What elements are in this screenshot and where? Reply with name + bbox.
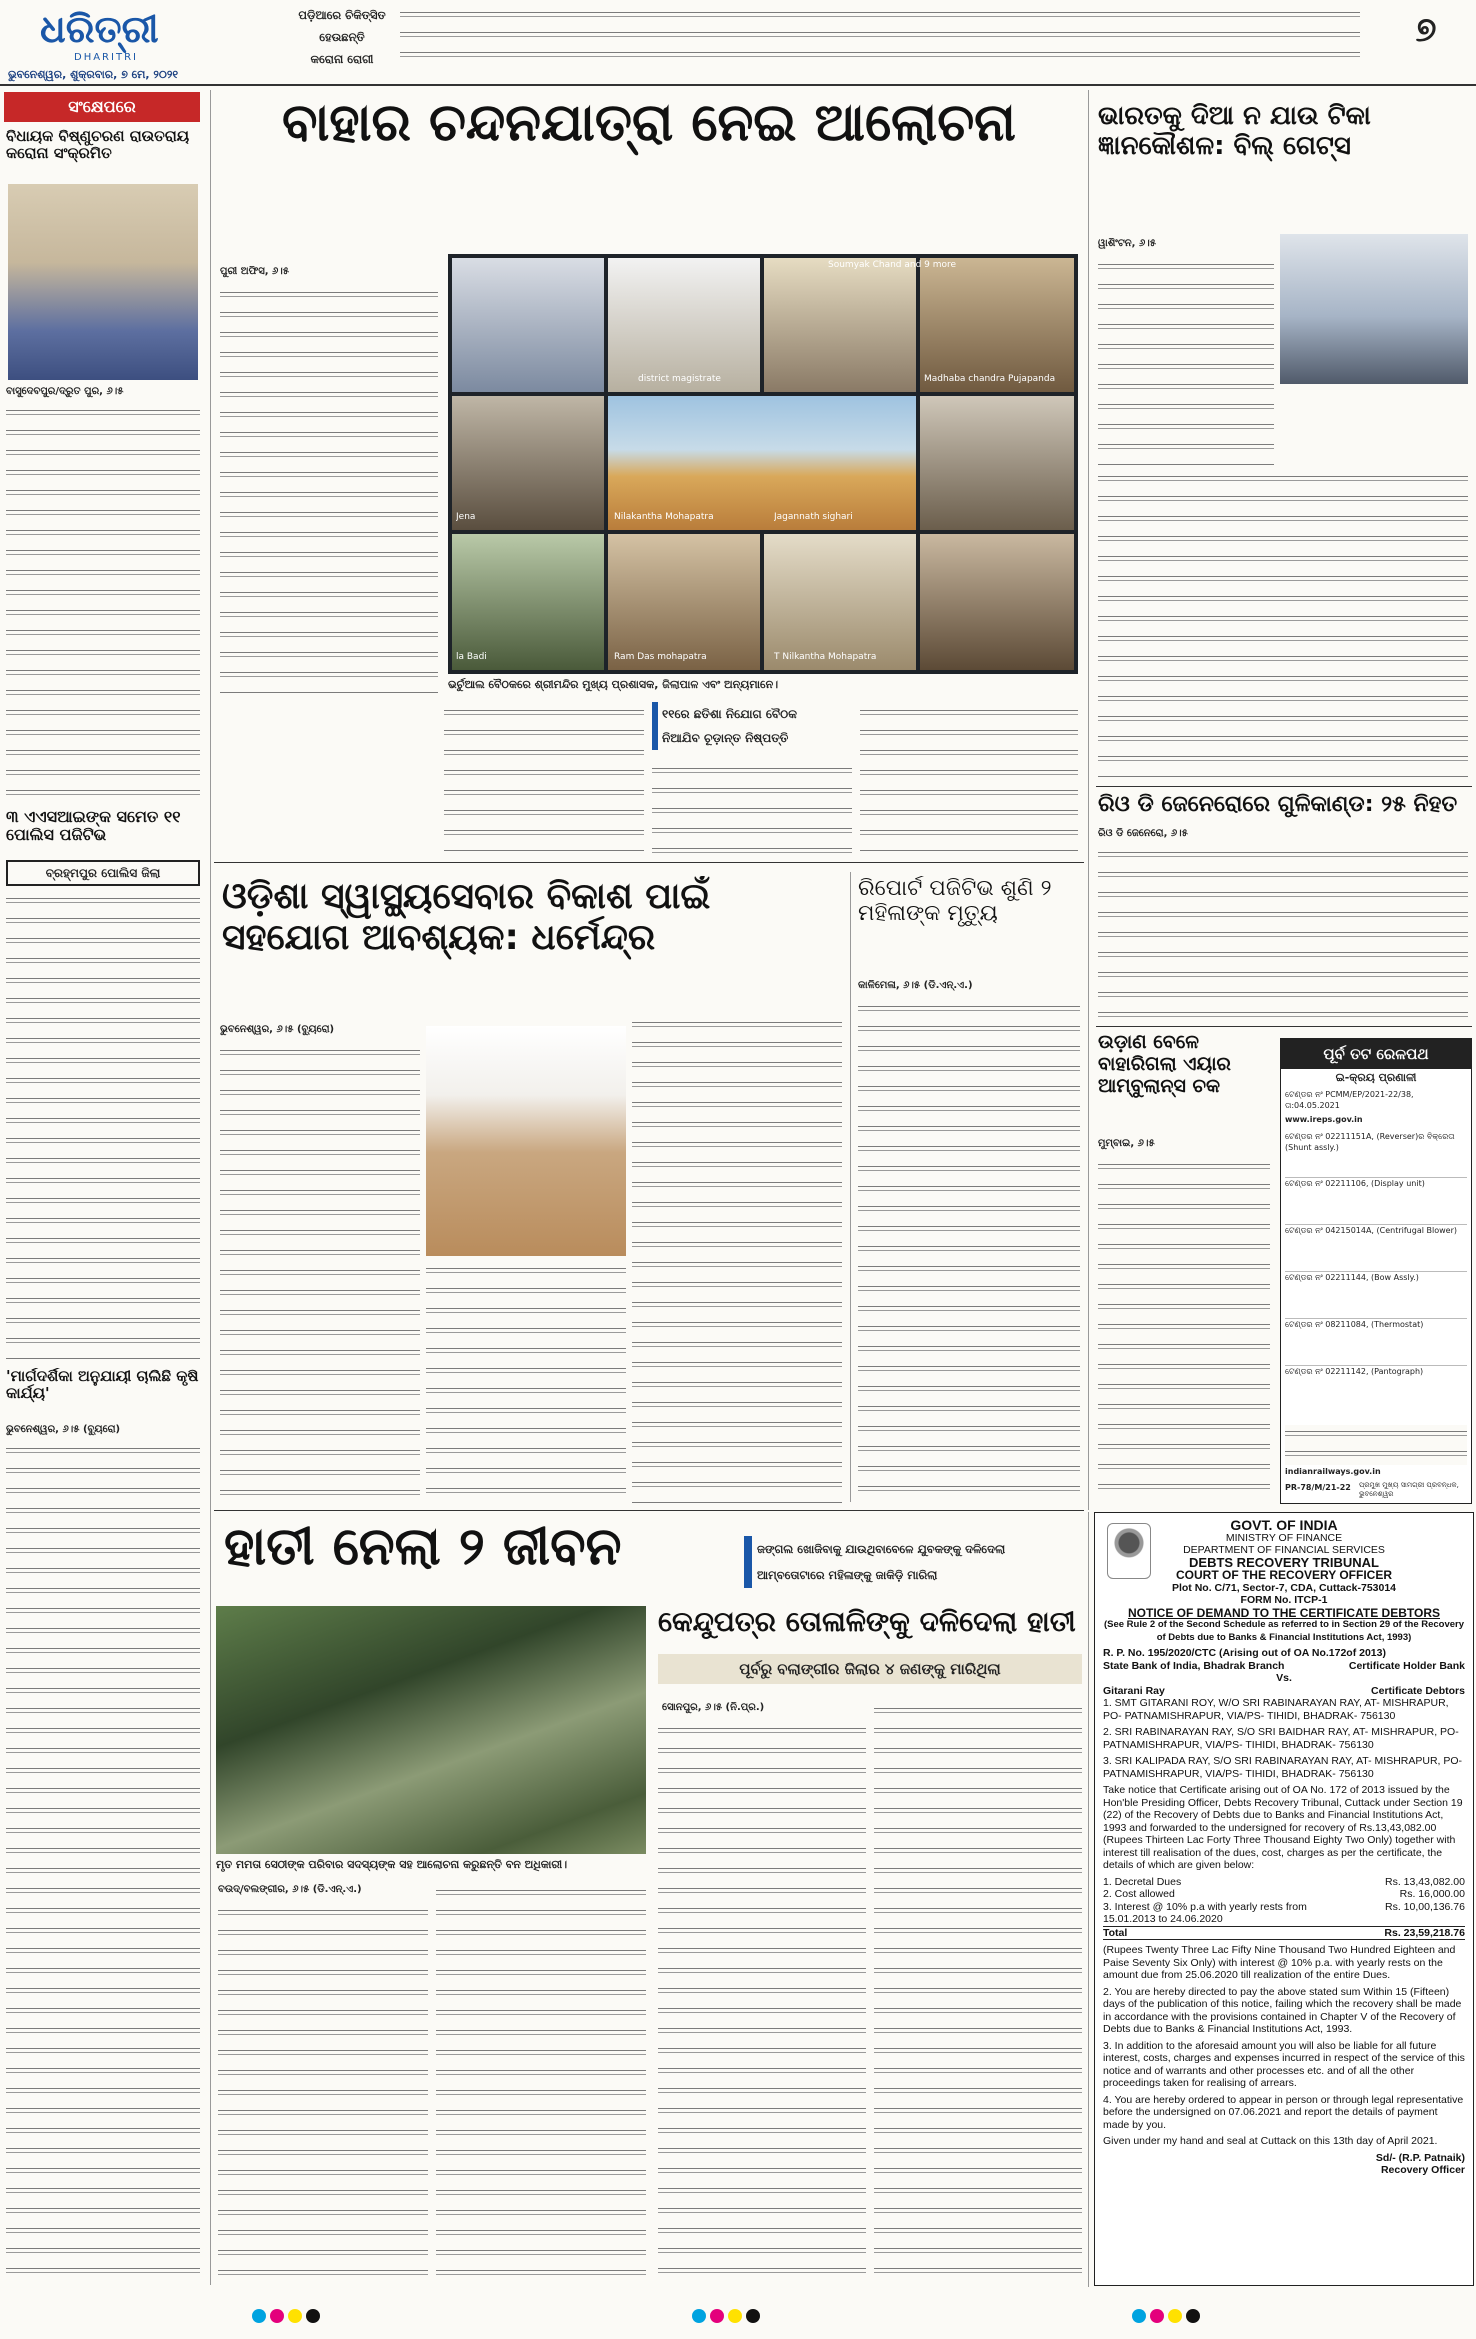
dharmendra-body-1: [220, 1044, 420, 1504]
top-teaser-box: [292, 4, 392, 74]
register-mark-left: [250, 2308, 340, 2324]
dues-row: [1103, 1888, 1465, 1901]
notice-title: NOTICE OF DEMAND TO THE CERTIFICATE DEBTORS: [1127, 1605, 1440, 1620]
dharmendra-dateline: ଭୁବନେଶ୍ୱର, ୬।୫ (ବ୍ୟୁରୋ): [220, 1024, 335, 1035]
dues-amount: Rs. 13,43,082.00: [1385, 1875, 1465, 1888]
lead-headline: ବାହାର ଚନ୍ଦନଯାତ୍ରା ନେଇ ଆଲୋଚନା: [281, 94, 1016, 153]
register-mark-center: [690, 2308, 780, 2324]
gates-headline: ଭାରତକୁ ଦିଆ ନ ଯାଉ ଟିକା ଜ୍ଞାନକୌଶଳ: ବିଲ୍ ଗେଟ୍ସ: [1098, 102, 1371, 161]
video-tile-temple: [608, 396, 916, 530]
right-divider-1: [1096, 786, 1472, 787]
register-mark-right: [1130, 2308, 1220, 2324]
elephant-tags: [744, 1536, 1082, 1596]
dues-total-label: Total: [1103, 1926, 1128, 1939]
brief2-body: [6, 892, 200, 1362]
tender-item-4: ଟେଣ୍ଡର ନଂ 02211144, (Bow Assly.): [1285, 1272, 1467, 1319]
gates-body-2: [1098, 470, 1468, 780]
dues-amount: Rs. 16,000.00: [1399, 1888, 1465, 1900]
dues-row: [1103, 1901, 1465, 1926]
kendu-headline: କେନ୍ଦୁପତ୍ର ତୋଳାଳିଙ୍କୁ ଦଳିଦେଲା ହାତୀ: [658, 1606, 1076, 1638]
form-number: FORM No. ITCP-1: [1240, 1594, 1328, 1606]
video-tile-9: [764, 534, 916, 670]
notice-para-5: 4. You are hereby ordered to appear in person or through legal representative before the undersigned on 07.06.2021 and report the details of payment made by you.: [1103, 2093, 1464, 2131]
court-address: Plot No. C/71, Sector-7, CDA, Cuttack-753014: [1171, 1581, 1397, 1594]
teaser-body-text: [400, 6, 1360, 72]
teaser-line-3: କରୋନା ରୋଗୀ: [310, 52, 374, 66]
report-headline: ରିପୋର୍ଟ ପଜିଟିଭ ଶୁଣି ୨ ମହିଳାଙ୍କ ମୃତ୍ୟୁ: [858, 876, 1052, 927]
railway-footer: PR-78/M/21-22: [1285, 1483, 1351, 1492]
kendu-body-1: [658, 1722, 866, 2288]
report-dateline: କାଳିମେଳା, ୬।୫ (ଡି.ଏନ୍.ଏ.): [858, 980, 973, 991]
ambulance-headline: ଉଡ଼ାଣ ବେଳେ ବାହାରିଗଲା ଏୟାର ଆମ୍ବୁଲାନ୍ସ ଚକ: [1098, 1032, 1231, 1097]
video-tile-1: [452, 258, 604, 392]
ambulance-body: [1098, 1158, 1270, 1498]
kendu-dateline: ସୋନପୁର, ୬।୫ (ନି.ପ୍ର.): [662, 1702, 765, 1713]
rio-headline: ରିଓ ଡି ଜେନେରୋରେ ଗୁଳିକାଣ୍ଡ: ୨୫ ନିହତ: [1098, 792, 1458, 817]
lead-body-col-4: [860, 704, 1078, 854]
gates-body-1: [1098, 258, 1274, 466]
gov-title: GOVT. OF INDIA: [1230, 1517, 1338, 1533]
elephant-tag-2: ଆମ୍ବତୋଟାରେ ମହିଳାଙ୍କୁ ଜାକିଡ଼ି ମାରିଲା: [744, 1562, 1082, 1588]
video-label-7: la Badi: [456, 652, 487, 662]
versus: Vs.: [1276, 1672, 1292, 1684]
newspaper-logo: ଧରିତ୍ରୀ: [40, 6, 159, 51]
bank-row: [1103, 1660, 1465, 1673]
given-under-hand: Given under my hand and seal at Cuttack on this 13th day of April 2021.: [1103, 2135, 1438, 2147]
rio-dateline: ରିଓ ଡି ଜେନେରୋ, ୬।୫: [1098, 828, 1188, 839]
dateline: ଭୁବନେଶ୍ୱର, ଶୁକ୍ରବାର, ୭ ମେ, ୨୦୨୧: [8, 68, 179, 81]
dues-label: 1. Decretal Dues: [1103, 1875, 1182, 1888]
brief3-dateline: ଭୁବନେଶ୍ୱର, ୬।୫ (ବ୍ୟୁରୋ): [6, 1424, 121, 1435]
page-number: ୭: [1415, 10, 1437, 50]
railway-tender-ref: ଟେଣ୍ଡର ନଂ PCMM/EP/2021-22/38, ତା:04.05.2021: [1285, 1090, 1414, 1110]
elephant-body-2: [436, 1884, 646, 2288]
lead-body-col-2: [444, 704, 644, 854]
dues-label: 3. Interest @ 10% p.a with yearly rests from 15.01.2013 to 24.06.2020: [1103, 1900, 1307, 1925]
elephant-photo-caption: ମୃତ ମମତା ସେଠୀଙ୍କ ପରିବାର ସଦସ୍ୟଙ୍କ ସହ ଆଲୋଚନା କରୁଛନ୍ତି ବନ ଅଧିକାରୀ।: [216, 1858, 568, 1871]
bill-gates-photo: [1280, 234, 1468, 384]
print-color-marks: [0, 2296, 1476, 2336]
video-label-1: district magistrate: [638, 374, 721, 384]
video-label-2: Soumyak Chand and 9 more: [828, 260, 957, 270]
ministry: MINISTRY OF FINANCE: [1225, 1531, 1343, 1544]
bottom-top-rule: [214, 1510, 1084, 1511]
debtors-label: Certificate Debtors: [1371, 1684, 1465, 1697]
lead-body-col-3: [652, 762, 852, 854]
kendu-subhead: ପୂର୍ବରୁ ବଲାଙ୍ଗୀର ଜିଲାର ୪ ଜଣଙ୍କୁ ମାରିଥିଲା: [658, 1654, 1082, 1684]
masthead-rule: [0, 84, 1476, 86]
railway-signoff: ପ୍ରମୁଖ ମୁଖ୍ୟ ସାମଗ୍ରୀ ପ୍ରବନ୍ଧକ, ଭୁବନେଶ୍ୱର: [1359, 1481, 1459, 1498]
party-row: [1103, 1685, 1465, 1698]
kendu-box: [654, 1606, 1082, 1698]
debtor-1: 1. SMT GITARANI ROY, W/O SRI RABINARAYAN RAY, AT- MISHRAPUR, PO- PATNAMISHRAPUR, VIA/PS- TIHIDI, BHADRAK- 756130: [1103, 1697, 1449, 1722]
middle-top-rule: [214, 862, 1084, 863]
railway-url: www.ireps.gov.in: [1285, 1115, 1363, 1124]
rule-reference: (See Rule 2 of the Second Schedule as referred to in Section 29 of the Recovery of Debts due to Banks & Financial Institutions Act, 1993): [1103, 1619, 1465, 1643]
dues-label: 2. Cost allowed: [1103, 1888, 1175, 1900]
legal-left-rule: [1088, 1512, 1089, 2287]
ashoka-emblem-icon: [1107, 1523, 1151, 1579]
party-name: Gitarani Ray: [1103, 1684, 1165, 1697]
bank-name: State Bank of India, Bhadrak Branch: [1103, 1659, 1285, 1672]
railway-title: ପୂର୍ବ ତଟ ରେଳପଥ: [1281, 1039, 1471, 1069]
dues-total-amount: Rs. 23,59,218.76: [1384, 1926, 1465, 1939]
tender-item-6: ଟେଣ୍ଡର ନଂ 02211142, (Pantograph): [1285, 1367, 1424, 1376]
holder-label: Certificate Holder Bank: [1348, 1659, 1465, 1672]
elephant-victim-family-photo: [216, 1606, 646, 1854]
tender-item-3: ଟେଣ୍ଡର ନଂ 04215014A, (Centrifugal Blower): [1285, 1225, 1467, 1272]
newspaper-logo-latin: DHARITRI: [74, 52, 138, 63]
elephant-headline: ହାତୀ ନେଲା ୨ ଜୀବନ: [224, 1518, 622, 1577]
dharmendra-body-2: [426, 1262, 626, 1504]
brief3-headline: 'ମାର୍ଗଦର୍ଶିକା ଅନୁଯାୟୀ ଚାଲିଛି କୃଷି କାର୍ଯ୍ୟ': [6, 1368, 199, 1403]
ambulance-dateline: ମୁମ୍ବାଇ, ୬।୫: [1098, 1138, 1155, 1149]
video-conference-photo: [448, 254, 1078, 674]
video-tile-5: [452, 396, 604, 530]
tender-item-2: ଟେଣ୍ଡର ନଂ 02211106, (Display unit): [1285, 1178, 1467, 1225]
brief1-headline: ବିଧାୟକ ବିଷ୍ଣୁଚରଣ ରାଉତରାୟ କରୋନା ସଂକ୍ରମିତ: [6, 128, 190, 163]
signature: Sd/- (R.P. Patnaik): [1375, 2151, 1465, 2164]
kendu-body-2: [874, 1702, 1082, 2288]
lead-sub-points: [652, 702, 852, 754]
railway-fineprint: [1285, 1425, 1467, 1465]
brief2-tag: ବ୍ରହ୍ମପୁର ପୋଲିସ ଜିଲା: [6, 860, 200, 886]
middle-side-rule: [850, 872, 851, 1502]
right-column: [1092, 88, 1476, 1508]
tender-item-5: ଟେଣ୍ଡର ନଂ 08211084, (Thermostat): [1285, 1319, 1467, 1366]
railway-items: [1285, 1131, 1467, 1421]
video-tile-8: [608, 534, 760, 670]
brief3-body: [6, 1442, 200, 2282]
teaser-line-2: ହେଉଛନ୍ତି: [319, 30, 365, 44]
case-number: R. P. No. 195/2020/CTC (Arising out of OA No.172of 2013): [1103, 1647, 1386, 1659]
video-tile-2: [608, 258, 760, 392]
teaser-line-1: ପଡ଼ିଆରେ ଚିକିତ୍ସିତ: [298, 8, 386, 22]
elephant-story: [214, 1514, 1084, 2289]
elephant-dateline: ବଉଦ୍/ବଲଙ୍ଗୀର, ୬।୫ (ଡି.ଏନ୍.ଏ.): [218, 1884, 362, 1895]
notice-para-3: 2. You are hereby directed to pay the above stated sum Within 15 (Fifteen) days of the publication of this notice, failing which the recovery shall be made in accordance with the provisions contained in Chapter V of the Recovery of Debts due to Banks & Financial Institutions Act, 1993.: [1103, 1985, 1462, 2035]
notice-para-4: 3. In addition to the aforesaid amount you will also be liable for all future interest, costs, charges and expenses incurred in respect of the service of this notice and of warrants and other processes etc. and of all the other proceedings taken for realising of arrears.: [1103, 2039, 1465, 2089]
notice-para-1: Take notice that Certificate arising out of OA No. 172 of 2013 issued by the Hon'ble Presiding Officer, Debts Recovery Tribunal, Cuttack under Section 19 (22) of the Recovery of Debts due to Banks and Financial Institutions Act, 1993 and forwarded to the undersigned for recovery of Rs.13,43,082.00 (Rupees Thirteen Lac Forty Three Thousand Eighty Two Only) together with interest till realisation of the dues, cost, charges as per the certificate, the details of which are given below:: [1103, 1784, 1463, 1871]
middle-story: [214, 866, 1084, 1506]
lead-body-col-1: [220, 286, 438, 696]
video-label-5: Nilakantha Mohapatra: [614, 512, 714, 522]
elephant-body-1: [218, 1904, 428, 2288]
gates-dateline: ୱାଶିଂଟନ, ୬।୫: [1098, 238, 1156, 249]
left-column-rule: [210, 90, 211, 2285]
railway-subtitle: ଇ-କ୍ରୟ ପ୍ରଣାଳୀ: [1335, 1071, 1417, 1084]
video-label-8: Ram Das mohapatra: [614, 652, 707, 662]
lead-dateline: ପୁରୀ ଅଫିସ, ୬।୫: [220, 266, 290, 277]
notice-para-2: (Rupees Twenty Three Lac Fifty Nine Thousand Two Hundred Eighteen and Paise Seventy Six Only) with interest @ 10% p.a. with yearly rests on the amount due from 25.06.2020 till realization of the entire Dues.: [1103, 1944, 1456, 1981]
left-column: [0, 88, 206, 2288]
dues-total-row: [1103, 1926, 1465, 1941]
railway-site: indianrailways.gov.in: [1285, 1467, 1381, 1476]
court-name: COURT OF THE RECOVERY OFFICER: [1175, 1568, 1392, 1582]
sub-point-1: ୧୧ରେ ଛତିଶା ନିଯୋଗ ବୈଠକ: [652, 702, 852, 726]
brief1-body: [6, 404, 200, 804]
lead-story: [214, 88, 1084, 858]
lead-photo-caption: ଭର୍ଚୁଆଲ ବୈଠକରେ ଶ୍ରୀମନ୍ଦିର ମୁଖ୍ୟ ପ୍ରଶାସକ, ଜିଲାପାଳ ଏବଂ ଅନ୍ୟମାନେ।: [448, 678, 779, 691]
sub-point-2: ନିଆଯିବ ଚୂଡ଼ାନ୍ତ ନିଷ୍ପତ୍ତି: [652, 726, 852, 750]
video-label-6: Jagannath sighari: [774, 512, 853, 522]
elephant-tag-1: ଜଙ୍ଗଲ ଖୋଜିବାକୁ ଯାଉଥିବାବେଳେ ଯୁବକଙ୍କୁ ଦଳିଦେଲା: [744, 1536, 1082, 1562]
right-column-rule: [1088, 90, 1089, 1510]
video-tile-6: [920, 396, 1074, 530]
masthead: [0, 0, 1476, 82]
video-label-9: T Nilkantha Mohapatra: [774, 652, 877, 662]
mla-portrait: [8, 184, 198, 380]
dues-amount: Rs. 10,00,136.76: [1385, 1900, 1465, 1913]
video-label-4: Jena: [456, 512, 476, 522]
department: DEPARTMENT OF FINANCIAL SERVICES: [1183, 1544, 1385, 1556]
brief1-dateline: ବାସୁଦେବପୁର/ଦ୍ରୁତ ପୁର, ୬।୫: [6, 386, 124, 397]
tribunal-name: DEBTS RECOVERY TRIBUNAL: [1189, 1554, 1379, 1570]
video-tile-10: [920, 534, 1074, 670]
dharmendra-pradhan-photo: [426, 1026, 626, 1256]
section-banner: ସଂକ୍ଷେପରେ: [4, 92, 200, 122]
debtor-3: 3. SRI KALIPADA RAY, S/O SRI RABINARAYAN RAY, AT- MISHRAPUR, PO- PATNAMISHRAPUR, VIA/PS- TIHIDI, BHADRAK- 756130: [1103, 1755, 1463, 1780]
dues-table: [1103, 1876, 1465, 1941]
report-body: [858, 1000, 1080, 1504]
dharmendra-body-3: [632, 1016, 842, 1504]
railway-tender-ad: [1280, 1038, 1472, 1504]
tender-item-1: ଟେଣ୍ଡର ନଂ 02211151A, (Reverser)ର ବିକ୍ରେତା (Shunt assly.): [1285, 1131, 1467, 1178]
drt-legal-notice: [1094, 1512, 1474, 2286]
video-tile-7: [452, 534, 604, 670]
right-divider-2: [1096, 1026, 1472, 1027]
dues-row: [1103, 1876, 1465, 1889]
brief2-headline: ୩ ଏଏସଆଇଙ୍କ ସମେତ ୧୧ ପୋଲିସ ପଜିଟିଭ: [6, 808, 181, 845]
signature-title: Recovery Officer: [1380, 2164, 1465, 2176]
video-label-3: Madhaba chandra Pujapanda: [924, 374, 1056, 384]
dharmendra-headline: ଓଡ଼ିଶା ସ୍ୱାସ୍ଥ୍ୟସେବାର ବିକାଶ ପାଇଁ ସହଯୋଗ ଆବଶ୍ୟକ: ଧର୍ମେନ୍ଦ୍ର: [222, 876, 711, 959]
rio-body: [1098, 846, 1468, 1022]
debtor-2: 2. SRI RABINARAYAN RAY, S/O SRI BAIDHAR RAY, AT- MISHRAPUR, PO- PATNAMISHRAPUR, VIA/PS- TIHIDI, BHADRAK- 756130: [1103, 1726, 1459, 1751]
